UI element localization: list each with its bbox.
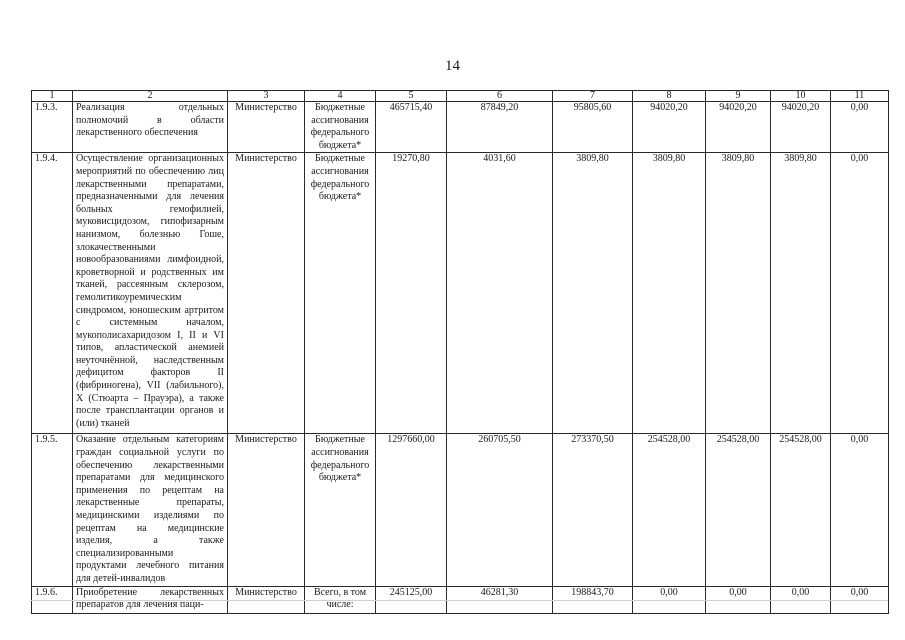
- row-code: 1.9.5.: [32, 434, 73, 586]
- row-source: Бюджетные ассигнования федерального бюджета*: [305, 102, 376, 153]
- page-number: 14: [445, 58, 460, 74]
- row-value: 0,00: [771, 586, 831, 613]
- row-value: 254528,00: [633, 434, 706, 586]
- row-value: 3809,80: [706, 153, 771, 434]
- row-value: 0,00: [831, 102, 889, 153]
- row-value: 95805,60: [553, 102, 633, 153]
- row-executor: Министерство: [228, 153, 305, 434]
- row-value: 254528,00: [771, 434, 831, 586]
- row-value: 94020,20: [706, 102, 771, 153]
- table-row: [32, 434, 889, 586]
- row-code: 1.9.4.: [32, 153, 73, 434]
- row-value: 0,00: [706, 586, 771, 613]
- header-cell: 2: [73, 91, 228, 102]
- header-cell: 5: [376, 91, 447, 102]
- header-cell: 1: [32, 91, 73, 102]
- header-cell: 11: [831, 91, 889, 102]
- table-row: [32, 102, 889, 153]
- header-cell: 6: [447, 91, 553, 102]
- row-name: Осуществление организационных мероприятий по обеспечению лиц лекарственными препаратами, предназначенными для лечения больных гемофилией, муковисцидозом, гипофизарным нанизмом, болезнью Гоше, злокачественными новообразованиями лимфоидной, кроветворной и родственных им тканей, рассеянным склерозом, гемолитикоуремическим синдромом, юношеским артритом с системным началом, мукополисахаридозом I, II и VI типов, апластической анемией неуточнённой, наследственным дефицитом факторов II (фибриногена), VII (лабильного), X (Стюарта – Прауэра), а также после трансплантации органов и (или) тканей: [73, 153, 228, 434]
- row-value: 94020,20: [771, 102, 831, 153]
- row-value: 260705,50: [447, 434, 553, 586]
- row-value: 3809,80: [771, 153, 831, 434]
- header-cell: 4: [305, 91, 376, 102]
- row-executor: Министерство: [228, 586, 305, 613]
- row-value: 0,00: [633, 586, 706, 613]
- budget-table: [31, 90, 889, 614]
- row-value: 273370,50: [553, 434, 633, 586]
- page-bottom-divider: [31, 600, 888, 601]
- row-value: 0,00: [831, 586, 889, 613]
- row-executor: Министерство: [228, 102, 305, 153]
- header-cell: 8: [633, 91, 706, 102]
- row-source: Бюджетные ассигнования федерального бюджета*: [305, 153, 376, 434]
- row-value: 198843,70: [553, 586, 633, 613]
- row-value: 4031,60: [447, 153, 553, 434]
- row-value: 87849,20: [447, 102, 553, 153]
- header-cell: 7: [553, 91, 633, 102]
- row-code: 1.9.3.: [32, 102, 73, 153]
- row-value: 0,00: [831, 153, 889, 434]
- table-row: [32, 153, 889, 434]
- row-value: 3809,80: [633, 153, 706, 434]
- header-cell: 3: [228, 91, 305, 102]
- row-value: 0,00: [831, 434, 889, 586]
- row-value: 19270,80: [376, 153, 447, 434]
- row-name: Оказание отдельным категориям граждан социальной услуги по обеспечению лекарственными препаратами для медицинского применения по рецептам на лекарственные препараты, медицинскими изделиями по рецептам на медицинские изделия, а также специализированными продуктами лечебного питания для детей-инвалидов: [73, 434, 228, 586]
- row-name: Реализация отдельных полномочий в области лекарственного обеспечения: [73, 102, 228, 153]
- row-value: 3809,80: [553, 153, 633, 434]
- row-value: 245125,00: [376, 586, 447, 613]
- header-row: [32, 91, 889, 102]
- header-cell: 9: [706, 91, 771, 102]
- row-executor: Министерство: [228, 434, 305, 586]
- row-value: 465715,40: [376, 102, 447, 153]
- row-value: 254528,00: [706, 434, 771, 586]
- row-value: 1297660,00: [376, 434, 447, 586]
- row-name: Приобретение лекарственных препаратов для лечения паци-: [73, 586, 228, 613]
- row-source: Всего, в том числе:: [305, 586, 376, 613]
- row-code: 1.9.6.: [32, 586, 73, 613]
- header-cell: 10: [771, 91, 831, 102]
- row-value: 94020,20: [633, 102, 706, 153]
- row-value: 46281,30: [447, 586, 553, 613]
- row-source: Бюджетные ассигнования федерального бюджета*: [305, 434, 376, 586]
